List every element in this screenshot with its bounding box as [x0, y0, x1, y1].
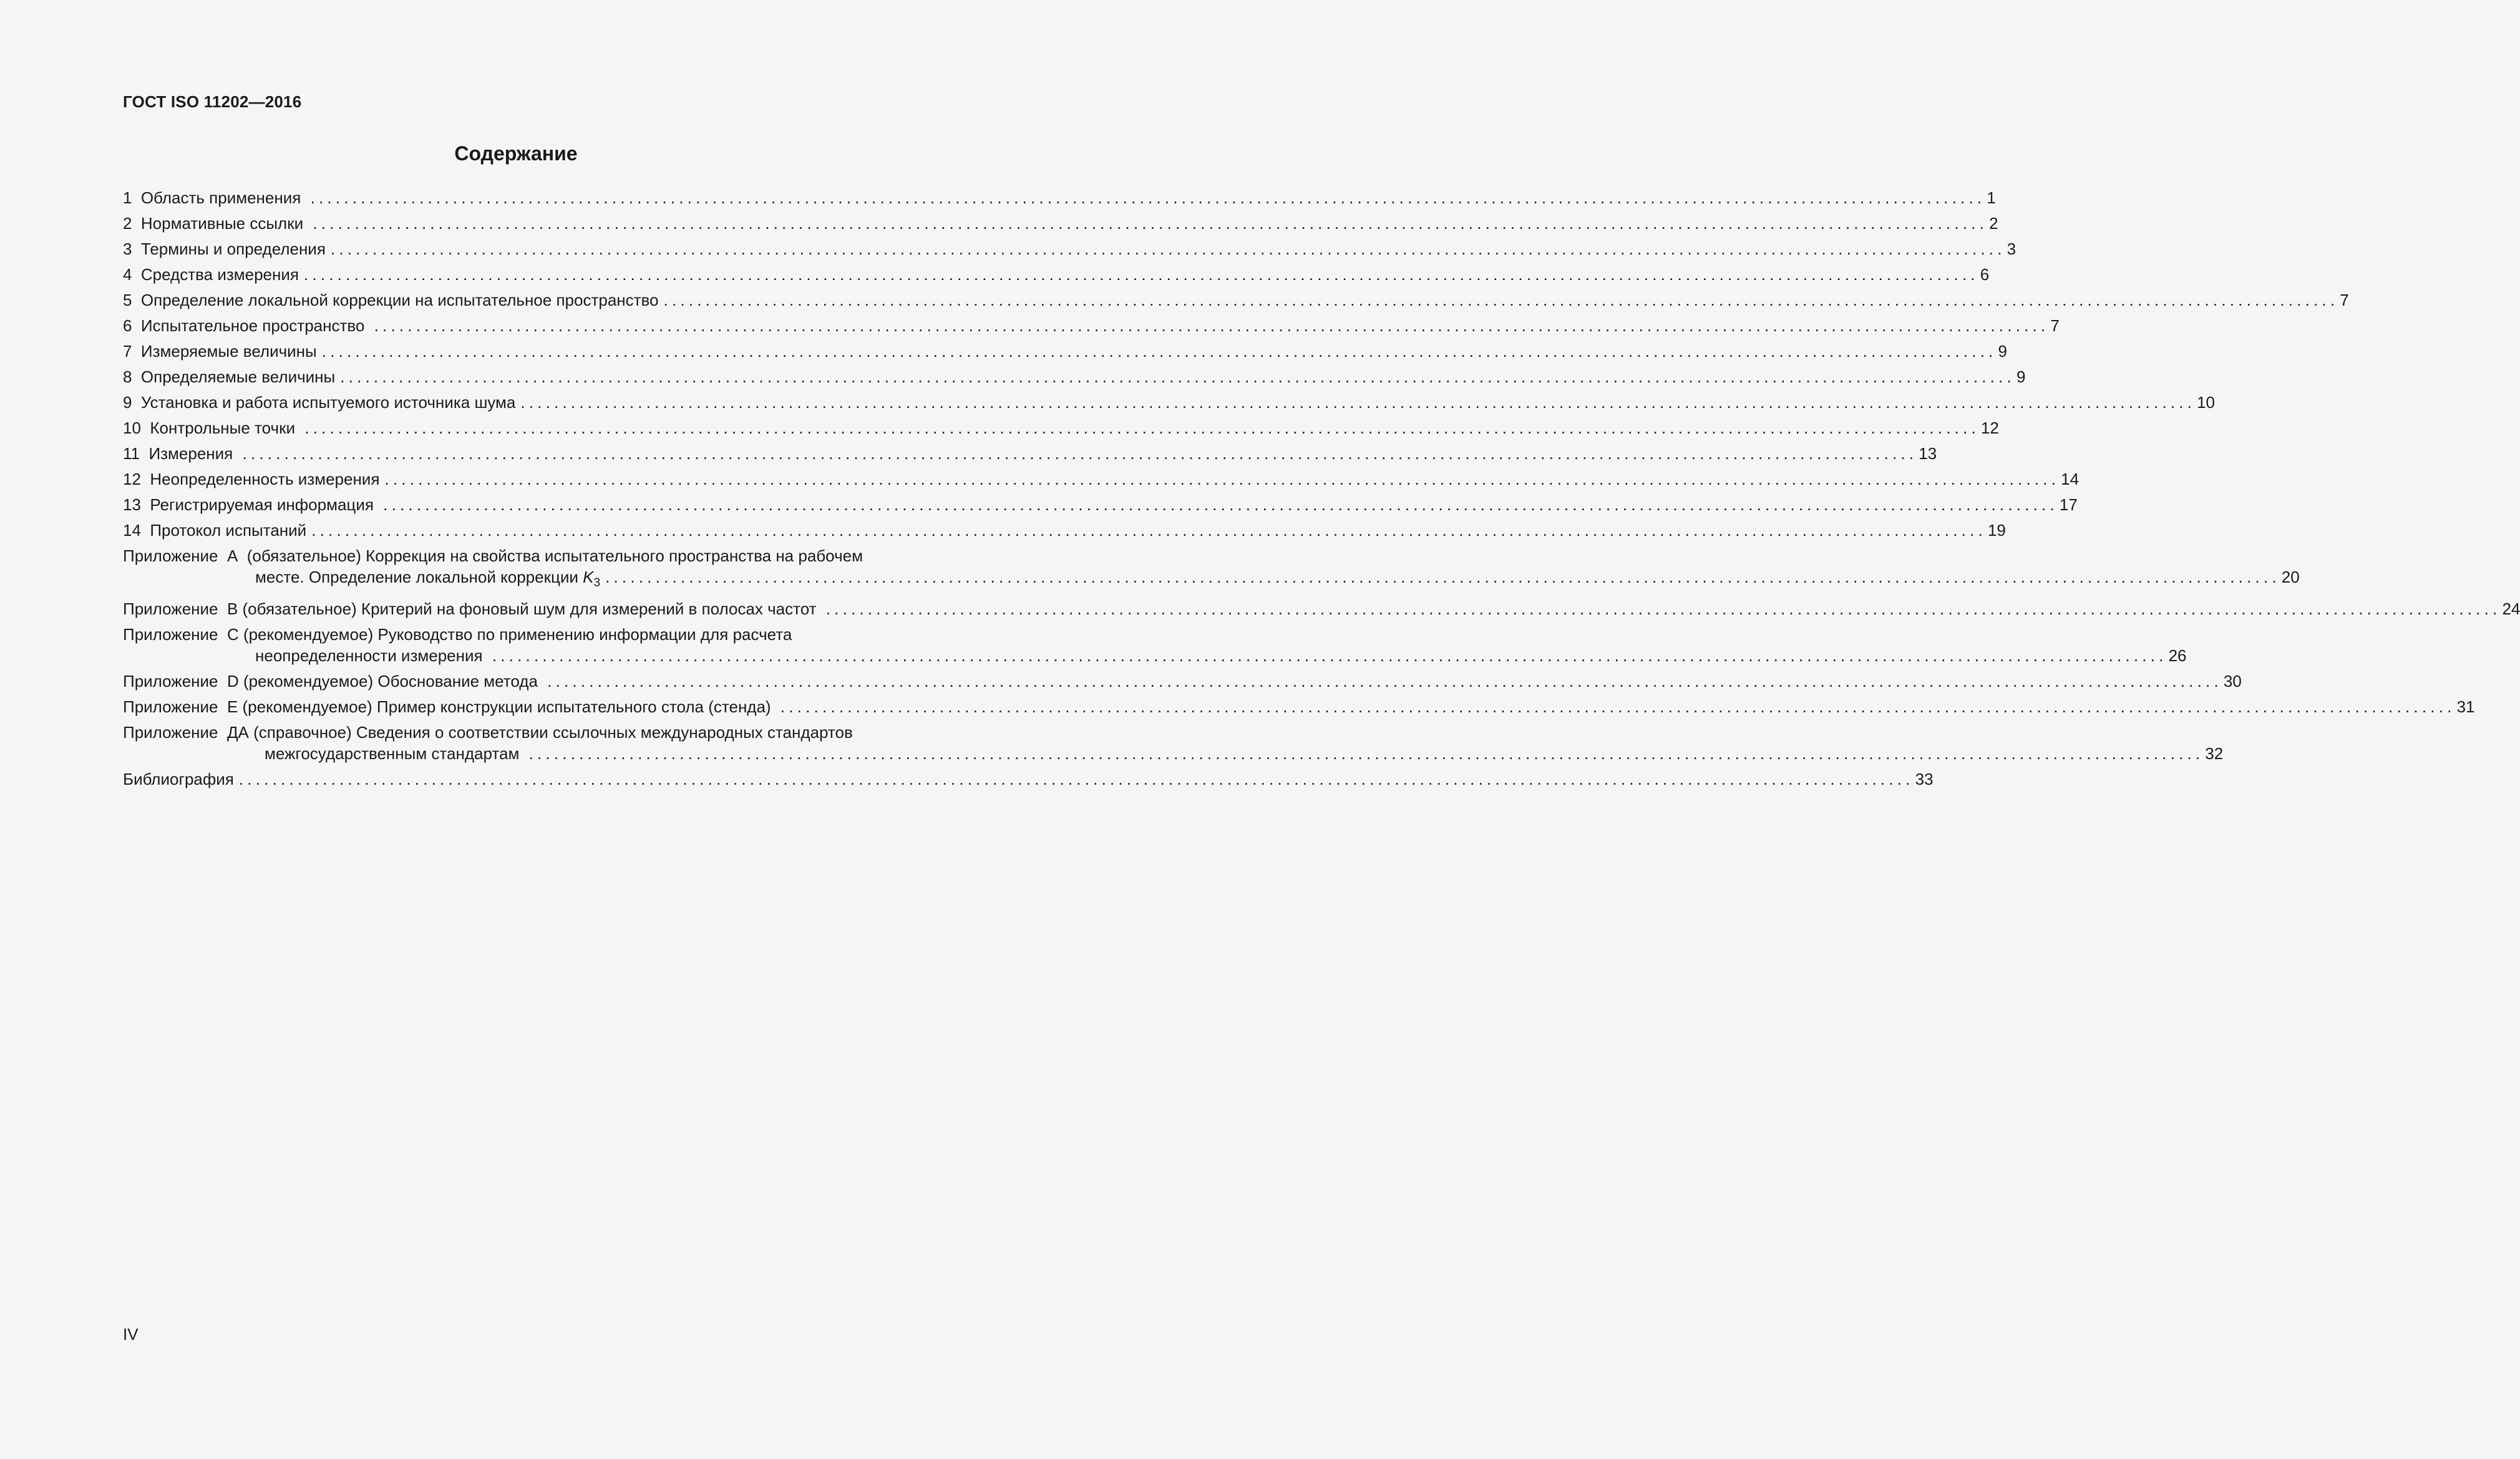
toc-entry-page: 24 — [2502, 599, 2520, 618]
toc-entry[interactable] — [123, 341, 2007, 362]
toc-entry-page: 32 — [2205, 744, 2224, 763]
toc-entry[interactable] — [123, 494, 2078, 515]
toc-entry[interactable] — [123, 417, 1999, 439]
toc-entry-label: 11 Измерения — [123, 444, 238, 463]
toc-entry-page: 7 — [2050, 316, 2060, 335]
page-number: IV — [123, 1325, 139, 1344]
leader-dots: ........................................................................................................................................................................................................ — [313, 214, 1988, 233]
toc-entry[interactable] — [123, 315, 2060, 336]
toc-entry-label: 9 Установка и работа испытуемого источника шума — [123, 393, 516, 412]
toc-entry-label: Приложение Е (рекомендуемое) Пример конструкции испытательного стола (стенда) — [123, 697, 776, 716]
toc-entry-label: 7 Измеряемые величины — [123, 342, 317, 361]
toc-entry[interactable] — [123, 443, 1937, 464]
toc-entry-page: 2 — [1989, 214, 1998, 233]
toc-entry[interactable] — [123, 264, 1990, 285]
toc-entry-page: 31 — [2456, 697, 2475, 716]
toc-entry-label: 8 Определяемые величины — [123, 367, 336, 386]
toc-entry-annex-a[interactable] — [123, 545, 2300, 594]
toc-title: Содержание — [454, 142, 578, 165]
leader-dots: ........................................................................................................................................................................................................ — [605, 568, 2280, 586]
leader-dots: ........................................................................................................................................................................................................ — [780, 697, 2456, 716]
toc-entry-page: 1 — [1987, 188, 1996, 207]
leader-dots: ........................................................................................................................................................................................................ — [304, 419, 1980, 437]
leader-dots: ........................................................................................................................................................................................................ — [492, 646, 2167, 665]
toc-entry-page: 17 — [2059, 495, 2078, 514]
toc-entry-page: 13 — [1919, 444, 1937, 463]
toc-entry-label: 5 Определение локальной коррекции на испытательное пространство — [123, 291, 659, 309]
toc-entry-page: 6 — [1980, 265, 1990, 284]
toc-entry-annex-e[interactable] — [123, 696, 2475, 717]
symbol-subscript: 3 — [593, 576, 601, 589]
toc-entry-label-continued: неопределенности измерения — [255, 646, 487, 665]
toc-entry-page: 12 — [1980, 419, 1999, 437]
leader-dots: ........................................................................................................................................................................................................ — [374, 316, 2050, 335]
toc-entry-label: Приложение А (обязательное) Коррекция на свойства испытательного пространства на рабочем — [123, 546, 863, 565]
toc-entry-label: Приложение ДА (справочное) Сведения о соответствии ссылочных международных стандартов — [123, 723, 853, 742]
toc-entry-label: 6 Испытательное пространство — [123, 316, 369, 335]
toc-entry-annex-da[interactable] — [123, 722, 2224, 764]
toc-entry-label: 10 Контрольные точки — [123, 419, 300, 437]
toc-entry[interactable] — [123, 289, 2349, 311]
leader-dots: ........................................................................................................................................................................................................ — [330, 240, 2006, 258]
leader-dots: ........................................................................................................................................................................................................ — [547, 672, 2222, 691]
toc-entry-label: Библиография — [123, 770, 234, 788]
leader-dots: ........................................................................................................................................................................................................ — [311, 521, 1987, 540]
table-of-contents — [123, 187, 2520, 794]
toc-entry[interactable] — [123, 366, 2026, 387]
toc-entry-label-continued: межгосударственным стандартам — [265, 744, 524, 763]
leader-dots: ........................................................................................................................................................................................................ — [383, 495, 2058, 514]
toc-entry[interactable] — [123, 187, 1996, 208]
leader-dots: ........................................................................................................................................................................................................ — [663, 291, 2339, 309]
document-id: ГОСТ ISO 11202—2016 — [123, 92, 302, 111]
toc-entry-label: 2 Нормативные ссылки — [123, 214, 308, 233]
toc-entry-label: 3 Термины и определения — [123, 240, 326, 258]
toc-entry-label: 4 Средства измерения — [123, 265, 299, 284]
toc-entry[interactable] — [123, 392, 2216, 413]
toc-entry-page: 7 — [2340, 291, 2349, 309]
leader-dots: ........................................................................................................................................................................................................ — [321, 342, 1997, 361]
leader-dots: ........................................................................................................................................................................................................ — [303, 265, 1979, 284]
toc-entry-label: 14 Протокол испытаний — [123, 521, 307, 540]
toc-entry[interactable] — [123, 468, 2080, 490]
toc-entry[interactable] — [123, 238, 2016, 259]
toc-entry-page: 14 — [2061, 470, 2080, 488]
toc-entry-annex-c[interactable] — [123, 624, 2187, 666]
toc-entry-label: 13 Регистрируемая информация — [123, 495, 379, 514]
toc-entry-annex-b[interactable] — [123, 598, 2520, 619]
toc-entry-label: Приложение В (обязательное) Критерий на фоновый шум для измерений в полосах частот — [123, 599, 821, 618]
toc-entry-label-continued: месте. Определение локальной коррекции $K_3$ — [255, 568, 601, 589]
leader-dots: ........................................................................................................................................................................................................ — [384, 470, 2060, 488]
toc-entry-label: 12 Неопределенность измерения — [123, 470, 380, 488]
toc-entry-page: 10 — [2197, 393, 2216, 412]
toc-entry-page: 20 — [2281, 568, 2300, 586]
leader-dots: ........................................................................................................................................................................................................ — [238, 770, 1914, 788]
toc-entry[interactable] — [123, 213, 1998, 234]
leader-dots: ........................................................................................................................................................................................................ — [310, 188, 1986, 207]
leader-dots: ........................................................................................................................................................................................................ — [528, 744, 2204, 763]
symbol-k: K — [583, 568, 594, 586]
leader-dots: ........................................................................................................................................................................................................ — [520, 393, 2196, 412]
toc-entry-label: Приложение D (рекомендуемое) Обоснование метода — [123, 672, 543, 691]
toc-main-entries — [123, 187, 2349, 541]
toc-entry[interactable] — [123, 520, 2006, 541]
leader-dots: ........................................................................................................................................................................................................ — [242, 444, 1918, 463]
toc-entry-page: 33 — [1915, 770, 1934, 788]
leader-dots: ........................................................................................................................................................................................................ — [340, 367, 2015, 386]
toc-entry-page: 26 — [2168, 646, 2187, 665]
leader-dots: ........................................................................................................................................................................................................ — [825, 599, 2501, 618]
toc-entry-label: Приложение С (рекомендуемое) Руководство по применению информации для расчета — [123, 625, 792, 644]
toc-entry-annex-d[interactable] — [123, 671, 2242, 692]
toc-entry-bibliography[interactable] — [123, 768, 1934, 790]
toc-entry-label: 1 Область применения — [123, 188, 306, 207]
toc-entry-page: 30 — [2223, 672, 2242, 691]
toc-entry-page: 9 — [1998, 342, 2007, 361]
toc-entry-page: 9 — [2016, 367, 2026, 386]
toc-entry-page: 19 — [1987, 521, 2006, 540]
toc-entry-page: 3 — [2007, 240, 2016, 258]
